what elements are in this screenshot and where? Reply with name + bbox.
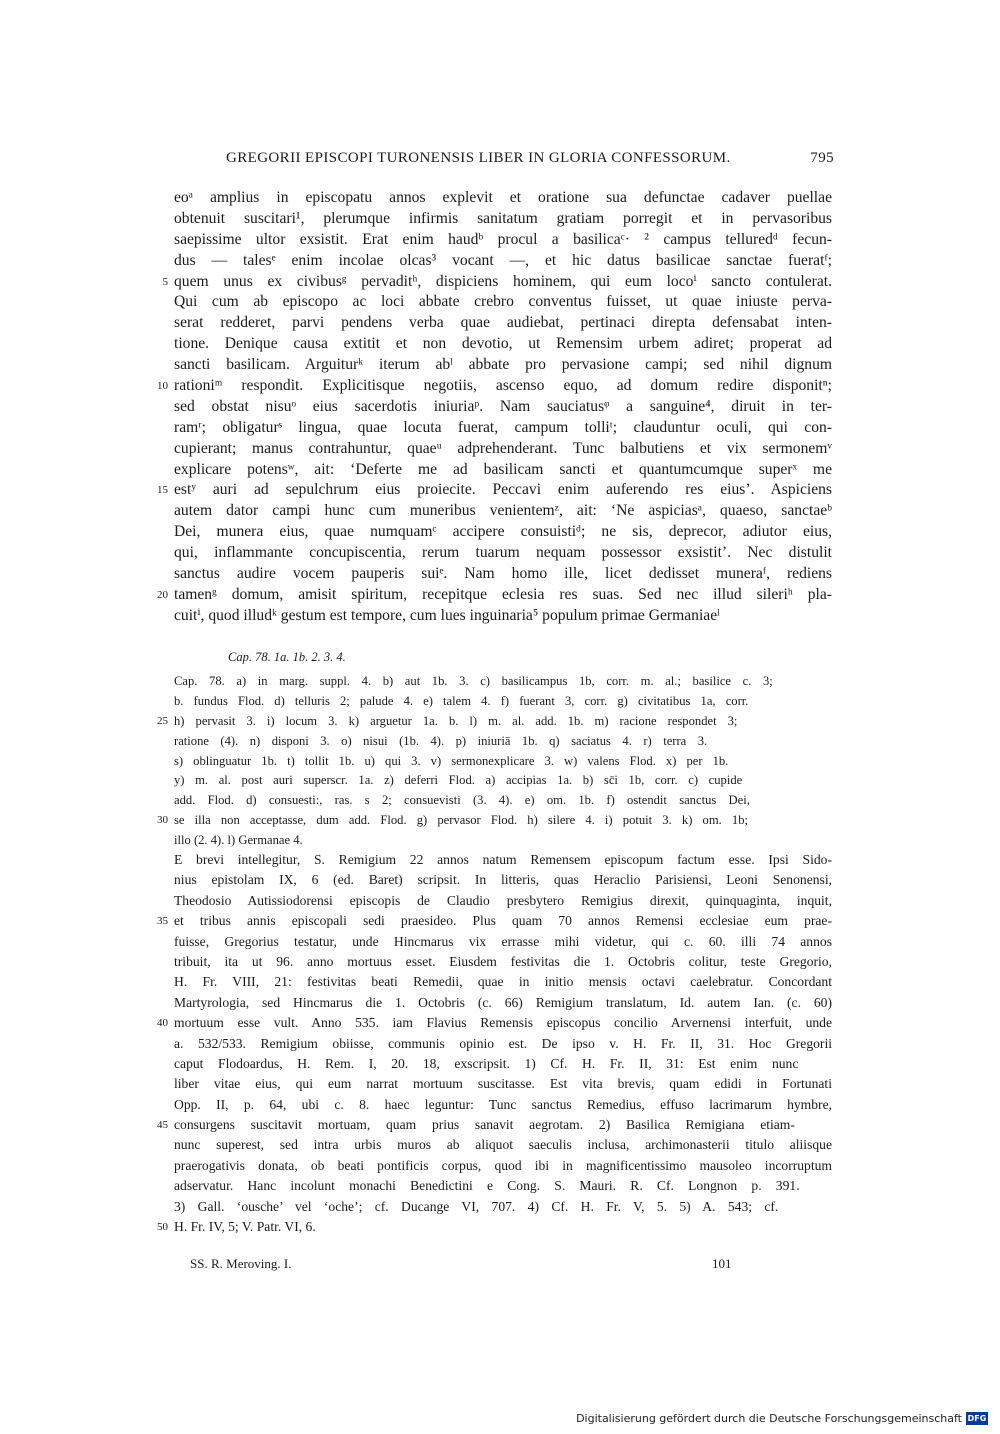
text-line [174,209,832,230]
line-number: 50 [157,1221,168,1234]
line-text: cuitⁱ, quod illudᵏ gestum est tempore, cum lues inguinaria⁵ populum primae Germaniaeˡ [174,606,720,624]
sheet-number: 101 [712,1256,732,1271]
text-line [174,501,832,522]
commentary-line [157,1013,832,1033]
line-text: ramʳ; obligaturˢ lingua, quae locuta fuerat, campum tolliᵗ; clauduntur oculi, qui con- [174,418,832,436]
line-text: caput Flodoardus, H. Rem. I, 20. 18, exscripsit. 1) Cf. H. Fr. II, 31: Est enim nunc [174,1055,799,1071]
text-line [174,292,832,313]
commentary-line [174,1176,832,1196]
line-text: fuisse, Gregorius testatur, unde Hincmarus vix errasse mihi videtur, qui c. 60. illi 74 annos [174,933,832,949]
line-text: nunc superest, sed intra urbis muros ab aliquot saeculis inclusa, archimonasterii titulo aliisque [174,1137,832,1153]
text-line [174,418,832,439]
line-text: Qui cum ab episcopo ac loci abbate crebro conventus fuisset, ut quae iniuste perva- [174,293,832,311]
line-text: obtenuit suscitari¹, plerumque infirmis sanitatum gratiam porregit et in pervasoribus [174,209,832,227]
line-text: Theodosio Autissiodorensi episcopis de Claudio presbytero Remigius direxit, quinquaginta, inquit, [174,892,832,908]
line-text: praerogativis donata, ob beati pontificis corpus, quod ibi in magnificentissimo mausoleo incorruptum [174,1157,832,1173]
line-text: estʸ auri ad sepulchrum eius proiecite. Peccavi enim auferendo res eius’. Aspiciens [174,481,832,499]
line-text: nius epistolam IX, 6 (ed. Baret) scripsit. In litteris, quas Heraclio Parisiensi, Leoni Senonensi, [174,872,832,888]
apparatus-line [157,811,832,831]
line-text: autem dator campi hunc cum muneribus venientemᶻ, ait: ‘Ne aspiciasᵃ, quaeso, sanctaeᵇ [174,502,832,520]
line-text: Martyrologia, sed Hincmarus die 1. Octobris (c. 66) Remigium translatum, Id. autem Ian. (c. 60) [174,994,832,1010]
line-text: et tribus annis episcopali sedi praesideo. Plus quam 70 annos Remensi ecclesiae eum prae- [174,913,832,929]
line-text: tione. Denique causa extitit et non devotio, ut Remensim urbem adiret; properat ad [174,335,832,353]
line-text: serat redderet, parvi pendens verba quae audiebat, pertinaci direpta defensabat inten- [174,314,832,332]
page-number: 795 [810,150,834,166]
line-number: 15 [157,484,168,497]
line-text: H. Fr. VIII, 21: festivitas beati Remedii, quae in initio mensis octavi caelebratur. Concordant [174,974,832,990]
line-text: ratione (4). n) disponi 3. o) nisui (1b. 4). p) iniuriā 1b. q) saciatus 4. r) terra 3. [174,733,708,748]
line-text: adservatur. Hanc incolunt monachi Benedictini e Cong. S. Mauri. R. Cf. Longnon p. 391. [174,1178,800,1194]
commentary-line [174,870,832,890]
commentary-line [174,850,832,870]
line-text: tribuit, ita ut 96. anno mortuus esset. Eiusdem festivitas die 1. Octobris colitur, teste Gregorio, [174,953,832,969]
line-text: H. Fr. IV, 5; V. Patr. VI, 6. [174,1219,316,1235]
line-text: explicare potensʷ, ait: ‘Deferte me ad basilicam sancti et quantumcumque superˣ me [174,460,832,478]
line-text: illo (2. 4). l) Germanae 4. [174,833,303,848]
line-text: sancti basilicam. Arguiturᵏ iterum abˡ abbate pro pervasione campi; sed nihil dignum [174,356,832,374]
text-line [157,585,832,606]
line-text: rationiᵐ respondit. Explicitisque negotiis, ascenso equo, ad domum redire disponitⁿ; [174,377,832,395]
commentary-line [174,1197,832,1217]
line-text: liber vitae eius, qui eum narrat mortuum suscitasse. Est vita brevis, quam edidi in Fortunati [174,1076,832,1092]
line-number: 30 [157,814,168,827]
text-line [174,251,832,272]
line-text: sed obstat nisuᵒ eius sacerdotis iniuriaᵖ. Nam sauciatusᵠ a sanguine⁴, diruit in ter- [174,397,832,415]
text-line [174,397,832,418]
text-line [174,460,832,481]
digitization-credit: Digitalisierung gefördert durch die Deutsche Forschungsgemeinschaft [576,1412,962,1425]
commentary-line [174,972,832,992]
line-text: cupierant; manus contrahuntur, quaeᵘ adprehenderant. Tunc balbutiens et vix sermonemᵛ [174,439,832,457]
apparatus-line [174,732,832,752]
commentary-line [174,1034,832,1054]
text-line [174,439,832,460]
apparatus-line [174,831,832,851]
line-text: saepissime ultor exsistit. Erat enim haudᵇ procul a basilicaᶜ· ² campus telluredᵈ fecun- [174,230,832,248]
line-text: dus — talesᵉ enim incolae olcas³ vocant —, et hic datus basilicae sanctae fueratᶠ; [174,251,832,269]
running-title: GREGORII EPISCOPI TURONENSIS LIBER IN GLORIA CONFESSORUM. [226,150,731,166]
line-text: consurgens suscitavit mortuam, quam prius sanavit aegrotam. 2) Basilica Remigiana etiam- [174,1117,795,1133]
commentary-line [174,932,832,952]
commentary-line [174,952,832,972]
text-line [174,355,832,376]
apparatus-line [174,791,832,811]
text-line [174,313,832,334]
commentary-notes [157,850,832,1237]
main-text [157,188,832,627]
line-text: y) m. al. post auri superscr. 1a. z) deferri Flod. a) accipias 1a. b) sc̄i 1b, corr. c) cupide [174,773,743,788]
text-line [174,543,832,564]
line-text: s) oblinguatur 1b. t) tollit 1b. u) qui 3. v) sermonexplicare 3. w) valens Flod. x) per 1b. [174,753,729,768]
dfg-logo: DFG [967,1414,987,1423]
commentary-line [174,1095,832,1115]
text-line [157,480,832,501]
line-text: h) pervasit 3. i) locum 3. k) arguetur 1a. b. l) m. al. add. 1b. m) racione respondet 3; [174,713,738,728]
commentary-line [174,1135,832,1155]
text-line [162,272,832,293]
text-line [174,334,832,355]
line-text: Cap. 78. a) in marg. suppl. 4. b) aut 1b. 3. c) basilicampus 1b, corr. m. al.; basilice c. 3; [174,674,773,688]
line-number: 40 [157,1017,168,1030]
apparatus-line [157,712,832,732]
line-text: add. Flod. d) consuesti:, ras. s 2; consuevisti (3. 4). e) om. 1b. f) ostendit sanctus Dei, [174,793,750,808]
line-number: 35 [157,915,168,928]
apparatus-heading: Cap. 78. 1a. 1b. 2. 3. 4. [228,650,346,664]
line-text: 3) Gall. ‘ousche’ vel ‘oche’; cf. Ducange VI, 707. 4) Cf. H. Fr. V, 5. 5) A. 543; cf. [174,1198,779,1214]
line-number: 10 [157,380,168,393]
line-number: 25 [157,714,168,727]
line-text: qui, inflammante concupiscentia, rerum tuarum nequam possessor exsistit’. Nec distulit [174,544,832,562]
text-line [157,376,832,397]
line-text: b. fundus Flod. d) telluris 2; palude 4. e) talem 4. f) fuerant 3, corr. g) civitatibus 1a, corr. [174,693,749,708]
line-text: E brevi intellegitur, S. Remigium 22 annos natum Remensem episcopum factum esse. Ipsi Sido- [174,852,832,867]
apparatus-line [174,672,832,692]
commentary-line [174,1054,832,1074]
text-line [174,606,832,627]
commentary-line [174,1156,832,1176]
line-text: quem unus ex civibusᵍ pervaditʰ, dispiciens hominem, qui eum locoⁱ sancto contulerat. [174,272,832,290]
line-text: eoᵃ amplius in episcopatu annos explevit et oratione sua defunctae cadaver puellae [174,189,832,206]
commentary-line [174,993,832,1013]
line-text: mortuum esse vult. Anno 535. iam Flavius Remensis episcopus concilio Arvernensi interfuit, unde [174,1015,832,1031]
commentary-line [157,1115,832,1135]
apparatus-line [174,692,832,712]
commentary-line [157,1217,832,1237]
line-number: 20 [157,588,168,601]
signature-mark: SS. R. Meroving. I. [190,1256,292,1271]
line-text: Opp. II, p. 64, ubi c. 8. haec leguntur: Tunc sanctus Remedius, effuso lacrimarum hymbre, [174,1096,832,1112]
text-line [174,522,832,543]
text-line [174,564,832,585]
line-text: a. 532/533. Remigium obiisse, communis opinio est. De ipso v. H. Fr. II, 31. Hoc Gregorii [174,1035,832,1051]
line-number: 5 [162,275,168,288]
text-line [174,188,832,209]
line-text: Dei, munera eius, quae numquamᶜ accipere consuistiᵈ; ne sis, deprecor, adiutor eius, [174,523,832,541]
commentary-line [174,891,832,911]
critical-apparatus [157,672,832,851]
apparatus-line [174,752,832,772]
line-text: se illa non acceptasse, dum add. Flod. g) pervasor Flod. h) silere 4. i) potuit 3. k) om. 1b; [174,813,749,828]
line-number: 45 [157,1119,168,1132]
text-line [174,230,832,251]
commentary-line [174,1074,832,1094]
line-text: sanctus audire vocem pauperis suiᵉ. Nam homo ille, licet dedisset muneraᶠ, rediens [174,565,832,583]
commentary-line [157,911,832,931]
apparatus-line [174,771,832,791]
line-text: tamenᵍ domum, amisit spiritum, recepitque eclesia res suas. Sed nec illud sileriʰ pla- [174,585,832,603]
